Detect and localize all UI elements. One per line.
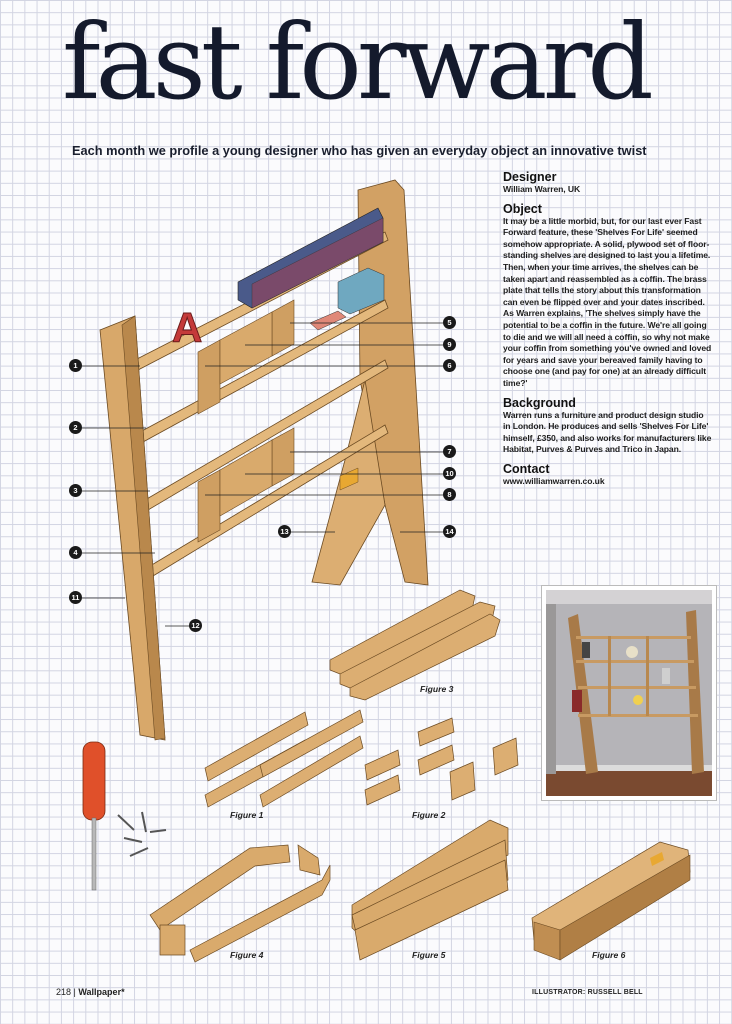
screwdriver [83,742,105,890]
figure1-boards [205,710,363,807]
callout-12: 12 [189,619,202,632]
figure2-pieces [365,718,518,805]
callout-3: 3 [69,484,82,497]
callout-7: 7 [443,445,456,458]
callout-10: 10 [443,467,456,480]
callout-13: 13 [278,525,291,538]
callout-14: 14 [443,525,456,538]
callout-4: 4 [69,546,82,559]
callout-8: 8 [443,488,456,501]
object-heading: Object [503,201,542,216]
figure6-coffin [532,842,690,960]
callout-2: 2 [69,421,82,434]
figure-1-label: Figure 1 [230,810,264,820]
page-number: 218 [56,987,72,997]
callout-9: 9 [443,338,456,351]
designer-name: William Warren, UK [503,184,581,194]
callout-6: 6 [443,359,456,372]
figure3-boards [330,590,500,700]
figure-3-label: Figure 3 [420,684,454,694]
callout-11: 11 [69,591,82,604]
page-footer-left [56,987,125,997]
figure4-frame [150,845,330,962]
standfirst: Each month we profile a young designer who has given an everyday object an innovative twist [72,143,647,158]
masthead-title: fast forward [62,1,649,123]
callout-1: 1 [69,359,82,372]
callout-5: 5 [443,316,456,329]
contact-heading: Contact [503,461,550,476]
object-text: It may be a little morbid, but, for our last ever Fast Forward feature, these 'Shelves For Life' seemed somehow appropriate. A solid, plywood set of floor-standing shelves are designed to last you a lifetime. Then, when your time arrives, the shelves can be taken apart and reassembled as a coffin. The brass plate that tells the story about this transformation can even be flipped over and your dates inscribed. As Warren explains, 'The shelves simply have the potential to be a coffin in the future. We're all going to die and we will all need a coffin, so why not make your coffin from something you've owned and loved for years and save your bereaved family having to choose one (and pay for one) at an already difficult time?' [503,215,712,388]
background-heading: Background [503,395,576,410]
contact-url[interactable]: www.williamwarren.co.uk [503,475,605,486]
figure-2-label: Figure 2 [412,810,446,820]
figure-4-label: Figure 4 [230,950,264,960]
designer-heading: Designer [503,170,557,184]
figure-5-label: Figure 5 [412,950,446,960]
screws [118,812,166,856]
magazine-name: Wallpaper* [78,987,125,997]
room-photo-illustration [546,590,712,796]
background-text: Warren runs a furniture and product design studio in London. He produces and sells 'Shelves For Life' himself, £350, and also works for manufacturers like Habitat, Purves & Purves and Trico in Japan. [503,409,712,455]
product-photo [541,585,717,801]
figure5-coffin [352,820,508,960]
letter-ornament: A [172,304,203,351]
footer-divider: | [73,987,79,997]
figure-6-label: Figure 6 [592,950,626,960]
illustrator-credit: ILLUSTRATOR: RUSSELL BELL [532,989,643,996]
